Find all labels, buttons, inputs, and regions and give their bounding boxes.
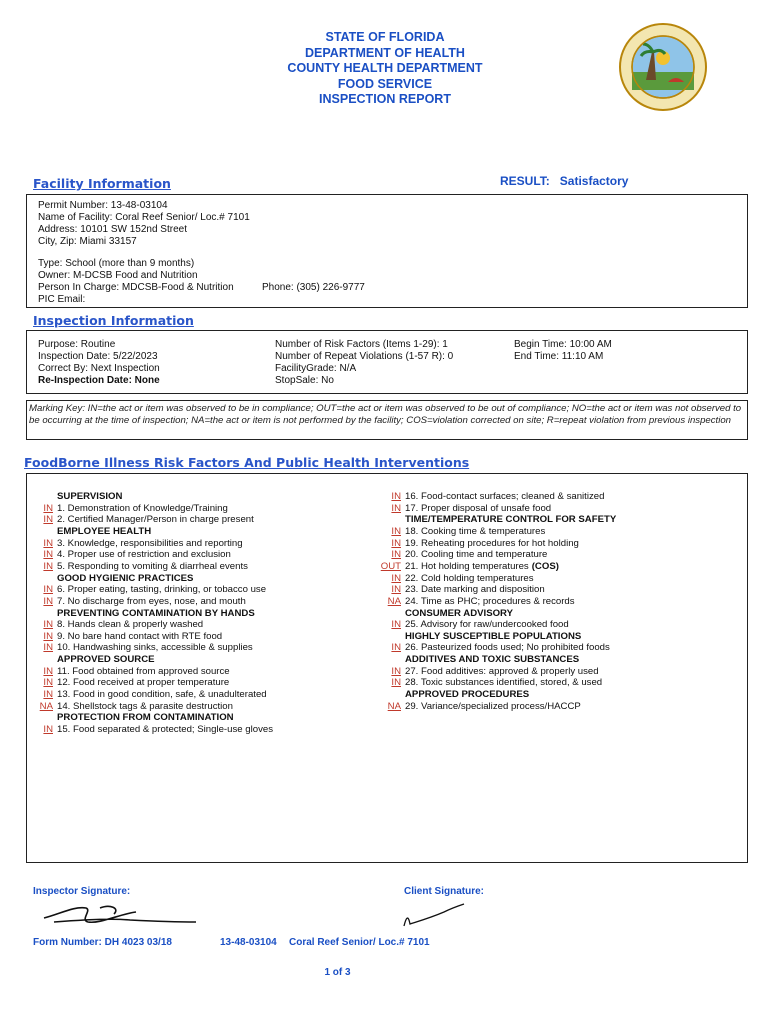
inspector-signature-icon (40, 900, 200, 930)
footer-facility: Coral Reef Senior/ Loc.# 7101 (289, 937, 430, 948)
risk-item (29, 514, 254, 526)
risk-item-label: 16. Food-contact surfaces; cleaned & sanitized (405, 491, 605, 502)
risk-item-label: 4. Proper use of restriction and exclusion (57, 549, 231, 561)
marking-key-text: Marking Key: IN=the act or item was observed to be in compliance; OUT=the act or item was observed to be out of compliance; NO=the act or item was not observed to be occurring at the time of inspection; NA=the act or item is not performed by the facility; COS=violation corrected on site; R=repeat violation from previous inspection (29, 403, 742, 427)
pic-email: PIC Email: (38, 294, 86, 305)
risk-item-label: 5. Responding to vomiting & diarrheal events (57, 560, 248, 572)
risk-subsection-heading (377, 689, 529, 701)
header-line: INSPECTION REPORT (319, 92, 451, 106)
risk-item (377, 642, 610, 654)
risk-item-label: 24. Time as PHC; procedures & records (405, 595, 575, 607)
risk-item (377, 619, 569, 631)
risk-item (377, 526, 545, 538)
compliance-status: IN (43, 665, 53, 677)
compliance-status: IN (43, 549, 53, 561)
risk-item (377, 701, 581, 713)
compliance-status: IN (43, 642, 53, 654)
page-number: 1 of 3 (324, 967, 351, 978)
risk-item (29, 619, 203, 631)
header-line: COUNTY HEALTH DEPARTMENT (287, 61, 483, 75)
facility-box (26, 194, 748, 308)
compliance-status: IN (391, 665, 401, 677)
compliance-status: IN (391, 572, 401, 584)
risk-section-title: FoodBorne Illness Risk Factors And Public Health Interventions (24, 455, 470, 470)
risk-item (29, 561, 248, 573)
risk-item (377, 503, 551, 515)
subsection-label: ADDITIVES AND TOXIC SUBSTANCES (405, 654, 580, 666)
risk-item (29, 631, 222, 643)
result-status (500, 174, 628, 188)
result-value: Satisfactory (559, 174, 629, 188)
inspector-signature-label: Inspector Signature: (33, 886, 131, 897)
risk-subsection-heading (29, 654, 155, 666)
subsection-label: APPROVED PROCEDURES (405, 689, 530, 701)
risk-item-label: 10. Handwashing sinks, accessible & supplies (57, 642, 253, 654)
compliance-status: OUT (380, 560, 401, 572)
risk-subsection-heading (29, 712, 234, 724)
facility-city: City, Zip: Miami 33157 (38, 236, 137, 247)
client-signature-icon (400, 902, 470, 930)
person-in-charge: Person In Charge: MDCSB-Food & Nutrition (38, 282, 234, 293)
compliance-status: IN (43, 630, 53, 642)
result-label: RESULT: (500, 174, 550, 188)
risk-item-label: 14. Shellstock tags & parasite destruction (57, 700, 233, 712)
risk-item-label: 26. Pasteurized foods used; No prohibited foods (405, 642, 610, 654)
compliance-status: IN (391, 549, 401, 561)
risk-item-label: 20. Cooling time and temperature (405, 549, 548, 561)
risk-item (29, 666, 230, 678)
compliance-status: IN (391, 677, 401, 689)
risk-item-label: 15. Food separated & protected; Single-use gloves (57, 724, 273, 735)
compliance-status: NA (39, 700, 53, 712)
risk-item (29, 689, 267, 701)
risk-item (377, 666, 599, 678)
risk-item-label: 25. Advisory for raw/undercooked food (405, 619, 569, 631)
marking-key-box (26, 400, 748, 440)
risk-item (377, 561, 559, 573)
compliance-status: IN (43, 514, 53, 526)
risk-item (29, 596, 246, 608)
inspection-purpose: Purpose: Routine (38, 339, 116, 350)
risk-item (377, 573, 534, 585)
subsection-label: EMPLOYEE HEALTH (57, 525, 152, 537)
risk-item (377, 549, 547, 561)
risk-item-label: 28. Toxic substances identified, stored, & used (405, 677, 603, 689)
compliance-status: IN (391, 525, 401, 537)
risk-item-label: 12. Food received at proper temperature (57, 677, 230, 689)
risk-item (29, 701, 233, 713)
risk-subsection-heading (377, 654, 579, 666)
compliance-status: IN (43, 537, 53, 549)
risk-subsection-heading (377, 631, 581, 643)
risk-item (29, 584, 266, 596)
permit-number: Permit Number: 13-48-03104 (38, 200, 168, 211)
florida-seal-icon (618, 22, 708, 112)
subsection-label: APPROVED SOURCE (57, 654, 155, 666)
risk-subsection-heading (377, 608, 513, 620)
begin-time: Begin Time: 10:00 AM (514, 339, 612, 350)
risk-item (377, 538, 579, 550)
risk-item (377, 677, 602, 689)
compliance-status: IN (43, 677, 53, 689)
repeat-violation-count: Number of Repeat Violations (1-57 R): 0 (275, 351, 454, 362)
risk-subsection-heading (29, 608, 255, 620)
stop-sale: StopSale: No (275, 375, 334, 386)
compliance-status: IN (43, 689, 53, 701)
risk-factors-box (26, 473, 748, 863)
risk-item-label: 11. Food obtained from approved source (57, 665, 230, 677)
risk-item (377, 491, 604, 503)
compliance-status: IN (391, 642, 401, 654)
subsection-label: TIME/TEMPERATURE CONTROL FOR SAFETY (405, 514, 617, 526)
subsection-label: CONSUMER ADVISORY (405, 607, 514, 619)
facility-type: Type: School (more than 9 months) (38, 258, 195, 269)
facility-phone: Phone: (305) 226-9777 (262, 282, 365, 293)
compliance-status: IN (43, 595, 53, 607)
compliance-status: IN (391, 491, 401, 502)
header-line: DEPARTMENT OF HEALTH (305, 45, 465, 60)
subsection-label: PREVENTING CONTAMINATION BY HANDS (57, 607, 255, 619)
facility-address: Address: 10101 SW 152nd Street (38, 224, 187, 235)
compliance-status: IN (43, 724, 53, 735)
risk-item (377, 584, 545, 596)
risk-item-label: 23. Date marking and disposition (405, 584, 545, 596)
correct-by: Correct By: Next Inspection (38, 363, 160, 374)
compliance-status: IN (391, 537, 401, 549)
risk-item (377, 596, 575, 608)
facility-grade: FacilityGrade: N/A (275, 363, 357, 374)
compliance-status: IN (391, 584, 401, 596)
facility-section-title: Facility Information (33, 176, 171, 191)
header-line: FOOD SERVICE (337, 76, 433, 91)
compliance-status: IN (43, 560, 53, 572)
risk-item (29, 724, 273, 736)
risk-subsection-heading (29, 573, 193, 585)
risk-item-label: 6. Proper eating, tasting, drinking, or tobacco use (57, 584, 267, 596)
end-time: End Time: 11:10 AM (514, 351, 604, 362)
risk-item-label: 22. Cold holding temperatures (405, 572, 534, 584)
inspection-date: Inspection Date: 5/22/2023 (38, 351, 158, 362)
risk-item-label: 7. No discharge from eyes, nose, and mouth (57, 595, 246, 607)
risk-subsection-heading (29, 491, 122, 503)
risk-item-label: 3. Knowledge, responsibilities and reporting (57, 537, 243, 549)
risk-item-label: 1. Demonstration of Knowledge/Training (57, 502, 228, 514)
risk-subsection-heading (29, 526, 151, 538)
cos-flag: (COS) (531, 560, 559, 572)
reinspection-date: Re-Inspection Date: None (38, 375, 160, 386)
subsection-label: HIGHLY SUSCEPTIBLE POPULATIONS (405, 630, 582, 642)
compliance-status: IN (391, 502, 401, 514)
compliance-status: NA (387, 595, 401, 607)
client-signature-label: Client Signature: (404, 886, 485, 897)
footer-permit: 13-48-03104 (220, 937, 277, 948)
risk-item-label: 8. Hands clean & properly washed (57, 619, 204, 631)
inspection-box (26, 330, 748, 394)
compliance-status: NA (387, 700, 401, 712)
risk-item-label: 29. Variance/specialized process/HACCP (405, 700, 581, 712)
risk-item (29, 642, 253, 654)
risk-item-label: 2. Certified Manager/Person in charge present (57, 514, 254, 526)
risk-item (29, 538, 243, 550)
risk-factor-count: Number of Risk Factors (Items 1-29): 1 (275, 339, 448, 350)
risk-item-label: 18. Cooking time & temperatures (405, 525, 546, 537)
risk-subsection-heading (377, 514, 616, 526)
risk-item (29, 549, 231, 561)
compliance-status: IN (43, 619, 53, 631)
form-number: Form Number: DH 4023 03/18 (33, 937, 172, 948)
header-line: STATE OF FLORIDA (325, 30, 445, 44)
risk-item-label: 19. Reheating procedures for hot holding (405, 537, 579, 549)
compliance-status: IN (391, 619, 401, 631)
subsection-label: PROTECTION FROM CONTAMINATION (57, 712, 234, 724)
compliance-status: IN (43, 502, 53, 514)
risk-item (29, 677, 229, 689)
risk-item-label: 17. Proper disposal of unsafe food (405, 502, 552, 514)
risk-item-label: 21. Hot holding temperatures (405, 560, 529, 572)
subsection-label: GOOD HYGIENIC PRACTICES (57, 572, 194, 584)
risk-item (29, 503, 228, 515)
risk-item-label: 13. Food in good condition, safe, & unadulterated (57, 689, 267, 701)
risk-item-label: 27. Food additives: approved & properly used (405, 665, 599, 677)
risk-item-label: 9. No bare hand contact with RTE food (57, 630, 223, 642)
facility-owner: Owner: M-DCSB Food and Nutrition (38, 270, 198, 281)
inspection-section-title: Inspection Information (33, 313, 194, 328)
subsection-label: SUPERVISION (57, 491, 123, 502)
facility-name: Name of Facility: Coral Reef Senior/ Loc.# 7101 (38, 212, 250, 223)
compliance-status: IN (43, 584, 53, 596)
